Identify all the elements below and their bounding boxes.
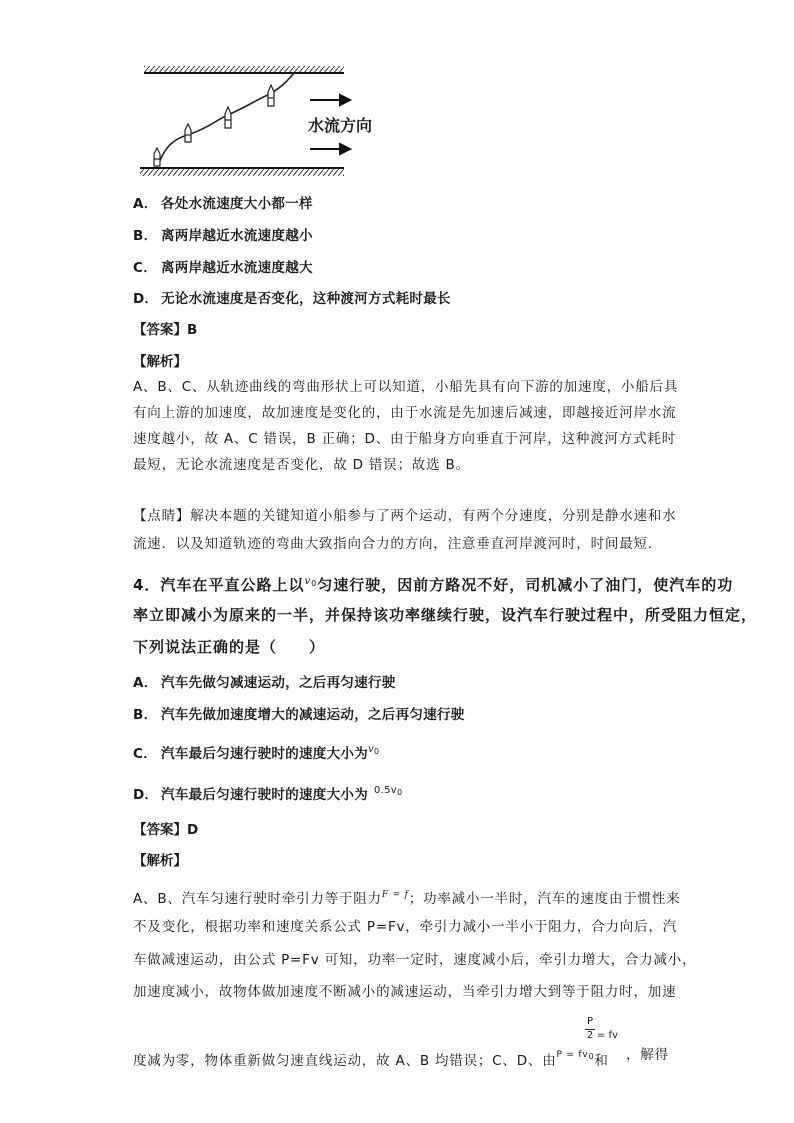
- q4-analysis-line: 度减为零，物体重新做匀速直线运动，故 A、B 均错误；C、D、由$^{P = fv0}$和: [133, 1050, 609, 1069]
- q4-analysis-title: 【解析】: [133, 853, 187, 869]
- q4-answer: 【答案】D: [133, 822, 199, 838]
- flow-direction-label: 水流方向: [308, 116, 373, 135]
- fraction-p-over-2: P 2: [586, 1016, 594, 1041]
- boat-icon: [185, 124, 191, 142]
- q3-answer: 【答案】B: [133, 322, 198, 338]
- q4-option-c: C． 汽车最后匀速行驶时的速度大小为$^{v0}$: [133, 744, 380, 762]
- boat-icon: [225, 107, 231, 128]
- q4-analysis-line: A、B、汽车匀速行驶时牵引力等于阻力$^{F = f}$；功率减小一半时，汽车的速度由于惯性来: [133, 890, 681, 907]
- boat-icon: [268, 85, 274, 106]
- q3-analysis-line: 有向上游的加速度，故加速度是变化的，由于水流是先加速后减速，即越接近河岸水流: [133, 405, 677, 421]
- q3-analysis-line: A、B、C、从轨迹曲线的弯曲形状上可以知道，小船先具有向下游的加速度，小船后具: [133, 379, 679, 395]
- arrow-right-icon: [310, 144, 350, 154]
- q3-analysis-line: 最短，无论水流速度是否变化，故 D 错误；故选 B。: [133, 457, 470, 473]
- arrow-right-icon: [310, 95, 350, 105]
- top-bank: [144, 66, 344, 73]
- q4-option-a: A． 汽车先做匀减速运动，之后再匀速行驶: [133, 675, 396, 691]
- q4-stem-line2: 率立即减小为原来的一半，并保持该功率继续行驶，设汽车行驶过程中，所受阻力恒定，: [133, 606, 758, 624]
- q4-math-fv: = fv: [597, 1030, 618, 1041]
- q4-stem-line3: 下列说法正确的是（ ）: [133, 638, 326, 656]
- q3-tip-line: 【点睛】解决本题的关键知道小船参与了两个运动，有两个分速度，分别是静水速和水: [133, 508, 677, 524]
- q3-tip-line: 流速．以及知道轨迹的弯曲大致指向合力的方向，注意垂直河岸渡河时，时间最短．: [133, 536, 663, 552]
- q3-option-c: C． 离两岸越近水流速度越大: [133, 260, 313, 276]
- q4-stem-line1: 4．汽车在平直公路上以$^{v0}$匀速行驶，因前方路况不好，司机减小了油门，使汽车的功: [133, 576, 734, 594]
- q4-option-d: D． 汽车最后匀速行驶时的速度大小为 $^{0.5v0}$: [133, 785, 403, 803]
- boat-icon: [154, 148, 160, 166]
- q3-option-b: B． 离两岸越近水流速度越小: [133, 228, 313, 244]
- q4-analysis-line: 车做减速运动，由公式 P=Fv 可知，功率一定时，速度减小后，牵引力增大，合力减小，: [133, 952, 697, 968]
- q3-analysis-title: 【解析】: [133, 354, 187, 370]
- q4-analysis-line: 加速度减小，故物体做加速度不断减小的减速运动，当牵引力增大到等于阻力时，加速: [133, 984, 677, 1000]
- q3-analysis-line: 速度越小，故 A、C 错误，B 正确；D、由于船身方向垂直于河岸，这种渡河方式耗时: [133, 431, 676, 447]
- q4-analysis-tail: ，解得: [626, 1047, 669, 1063]
- q4-analysis-line: 不及变化，根据功率和速度关系公式 P=Fv，牵引力减小一半小于阻力，合力向后，汽: [133, 919, 677, 935]
- q4-option-b: B． 汽车先做加速度增大的减速运动，之后再匀速行驶: [133, 707, 465, 723]
- bottom-bank: [140, 169, 344, 176]
- q3-option-a: A． 各处水流速度大小都一样: [133, 196, 313, 212]
- q3-option-d: D． 无论水流速度是否变化，这种渡河方式耗时最长: [133, 291, 451, 307]
